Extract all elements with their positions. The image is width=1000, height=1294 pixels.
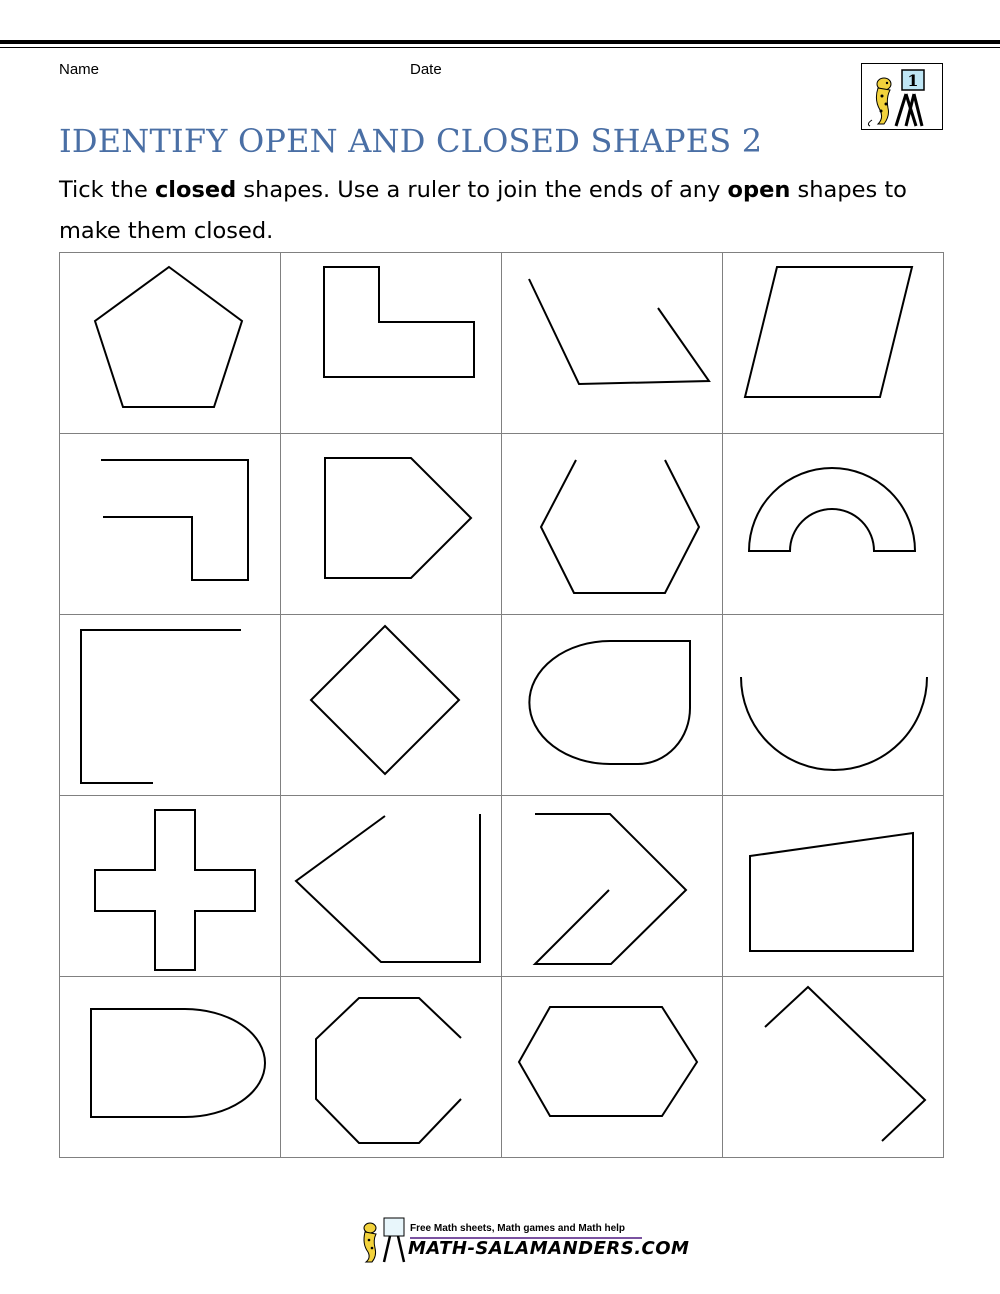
- name-label: Name: [59, 61, 100, 78]
- shape-cell[interactable]: [60, 434, 281, 615]
- shape-cell[interactable]: [60, 977, 281, 1158]
- trapezoid-shape: [723, 796, 943, 976]
- grid-row: [60, 796, 944, 977]
- top-rule-thick: [0, 40, 1000, 44]
- shape-cell[interactable]: [502, 796, 723, 977]
- open-pentagon-shape: [281, 796, 501, 976]
- shape-cell[interactable]: [281, 434, 502, 615]
- hexagon-shape: [502, 977, 722, 1157]
- shape-cell[interactable]: [502, 253, 723, 434]
- shape-cell[interactable]: [723, 253, 944, 434]
- grid-row: [60, 253, 944, 434]
- instructions-bold-open: open: [727, 177, 791, 203]
- open-angle-shape: [723, 977, 943, 1157]
- shape-cell[interactable]: [502, 434, 723, 615]
- shape-cell[interactable]: [281, 615, 502, 796]
- parallelogram-shape: [723, 253, 943, 433]
- date-label: Date: [410, 61, 442, 78]
- shape-cell[interactable]: [502, 615, 723, 796]
- instructions-bold-closed: closed: [154, 177, 237, 203]
- arch-shape: [723, 434, 943, 614]
- logo-badge-number: 1: [907, 71, 919, 90]
- shape-cell[interactable]: [281, 796, 502, 977]
- instructions-text-1: Tick the: [59, 177, 155, 203]
- top-rule-thin: [0, 47, 1000, 48]
- shape-cell[interactable]: [60, 253, 281, 434]
- footer-tagline: Free Math sheets, Math games and Math help: [410, 1223, 626, 1234]
- semicircle-arc-shape: [723, 615, 943, 795]
- shape-cell[interactable]: [60, 796, 281, 977]
- instructions: [59, 170, 959, 252]
- shape-cell[interactable]: [281, 253, 502, 434]
- teardrop-shape: [502, 615, 722, 795]
- shape-cell[interactable]: [723, 615, 944, 796]
- open-polygon-shape: [502, 253, 722, 433]
- grid-row: [60, 615, 944, 796]
- pentagon-shape: [60, 253, 280, 433]
- diamond-shape: [281, 615, 501, 795]
- grade-logo: [861, 63, 943, 130]
- shape-cell[interactable]: [60, 615, 281, 796]
- open-octagon-shape: [281, 977, 501, 1157]
- grid-row: [60, 434, 944, 615]
- shape-cell[interactable]: [502, 977, 723, 1158]
- shape-cell[interactable]: [723, 434, 944, 615]
- d-shape: [60, 977, 280, 1157]
- open-hexagon-shape: [502, 434, 722, 614]
- shapes-grid: [59, 252, 944, 1158]
- footer-salamander-icon: [356, 1212, 408, 1268]
- instructions-text-3: shapes to make them closed.: [59, 177, 907, 244]
- grid-row: [60, 977, 944, 1158]
- shape-cell[interactable]: [723, 796, 944, 977]
- footer-logo: [356, 1212, 690, 1268]
- footer-site-name: MATH-SALAMANDERS.COM: [408, 1238, 690, 1259]
- open-bracket-shape: [60, 615, 280, 795]
- shape-cell[interactable]: [281, 977, 502, 1158]
- pentagon-arrow-shape: [281, 434, 501, 614]
- salamander-logo-icon: [862, 64, 942, 129]
- cross-shape: [60, 796, 280, 976]
- open-chevron-shape: [502, 796, 722, 976]
- worksheet-title: IDENTIFY OPEN AND CLOSED SHAPES 2: [59, 122, 763, 160]
- open-l-shape: [60, 434, 280, 614]
- shape-cell[interactable]: [723, 977, 944, 1158]
- instructions-text-2: shapes. Use a ruler to join the ends of any: [236, 177, 728, 203]
- l-shape: [281, 253, 501, 433]
